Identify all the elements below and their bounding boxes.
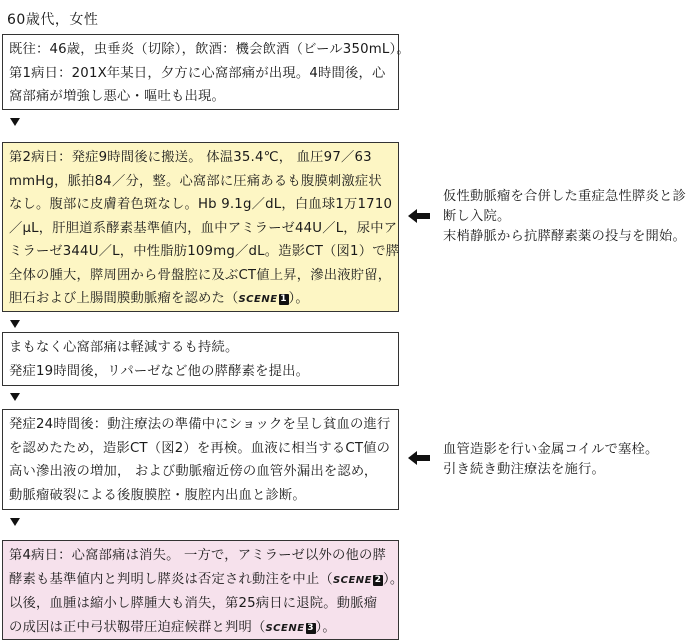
shock-box bbox=[2, 409, 399, 510]
shock-line: 発症24時間後：動注療法の準備中にショックを呈し貧血の進行 bbox=[9, 417, 391, 432]
shock-line: を認めたため，造影CT（図2）を再検。血液に相当するCT値の bbox=[9, 440, 391, 456]
day4-box bbox=[2, 540, 404, 640]
course-line: 発症19時間後，リパーゼなど他の膵酵素を提出。 bbox=[9, 363, 310, 379]
side-note-embolization bbox=[443, 440, 659, 480]
arrow-down-icon bbox=[10, 118, 20, 126]
day4-line: 以後，血腫は縮小し膵腫大も消失，第25病日に退院。動脈瘤 bbox=[9, 596, 378, 611]
day2-box bbox=[2, 142, 399, 312]
day2-line-text: 胆石および上腸間膜動脈瘤を認めた（ bbox=[9, 291, 239, 306]
side-note-line: 仮性動脈瘤を合併した重症急性膵炎と診 bbox=[443, 189, 686, 204]
day4-line-text: の成因は正中弓状靱帯圧迫症候群と判明（ bbox=[9, 619, 266, 635]
day4-line-close: ）。 bbox=[383, 571, 404, 587]
day4-line bbox=[9, 568, 404, 593]
course-line: まもなく心窩部痛は軽減するも持続。 bbox=[9, 340, 239, 355]
side-note-line: 末梢静脈から抗膵酵素薬の投与を開始。 bbox=[443, 229, 686, 244]
patient-header: 60歳代，女性 bbox=[7, 12, 99, 28]
shock-line: 高い滲出液の増加， および動脈瘤近傍の血管外漏出を認め， bbox=[9, 464, 378, 479]
day2-line-last bbox=[9, 287, 392, 312]
day4-line-close: ）。 bbox=[315, 619, 336, 635]
arrow-left-icon bbox=[408, 209, 430, 223]
arrow-down-icon bbox=[10, 393, 20, 401]
arrow-down-icon bbox=[10, 320, 20, 328]
scene-number-badge: 3 bbox=[307, 622, 314, 633]
day2-line: ／μL，肝胆道系酵素基準値内，血中アミラーゼ44U／L，尿中ア bbox=[9, 220, 398, 236]
side-note-line: 断し入院。 bbox=[443, 209, 511, 224]
side-note-line: 引き続き動注療法を施行。 bbox=[443, 462, 605, 477]
day2-line: 第2病日：発症9時間後に搬送。 体温35.4℃， 血圧97／63 bbox=[9, 150, 372, 165]
day2-line: mmHg，脈拍84／分，整。心窩部に圧痛あるも腹膜刺激症状 bbox=[9, 173, 382, 189]
scene-number-badge: 1 bbox=[280, 294, 287, 304]
history-line: 窩部痛が増強し悪心・嘔吐も出現。 bbox=[9, 89, 225, 104]
day2-line: なし。腹部に皮膚着色斑なし。Hb 9.1g／dL，白血球1万1710 bbox=[9, 197, 393, 212]
scene-label: SCENE bbox=[332, 574, 373, 586]
scene-number-badge: 2 bbox=[374, 574, 382, 585]
arrow-left-icon bbox=[408, 451, 430, 465]
day2-line: 全体の腫大，膵周囲から骨盤腔に及ぶCT値上昇，滲出液貯留， bbox=[9, 267, 392, 283]
scene-label: SCENE bbox=[238, 294, 278, 305]
day2-line-close: ）。 bbox=[288, 291, 309, 306]
side-note-line: 血管造影を行い金属コイルで塞栓。 bbox=[443, 442, 659, 457]
side-note-admission bbox=[443, 187, 686, 247]
history-box bbox=[2, 34, 410, 110]
day4-line: 第4病日：心窩部痛は消失。 一方で，アミラーゼ以外の他の膵 bbox=[9, 548, 386, 563]
history-line: 第1病日：201X年某日，夕方に心窩部痛が出現。4時間後，心 bbox=[9, 65, 386, 81]
day4-line bbox=[9, 616, 392, 641]
history-line: 既往：46歳，虫垂炎（切除），飲酒：機会飲酒（ビール350mL）。 bbox=[9, 42, 410, 57]
day2-line: ミラーゼ344U／L，中性脂肪109mg／dL。造影CT（図1）で膵 bbox=[9, 244, 400, 259]
day4-line-text: 酵素も基準値内と判明し膵炎は否定され動注を中止（ bbox=[9, 571, 333, 587]
persisting-pain-box bbox=[2, 332, 399, 386]
scene-label: SCENE bbox=[265, 622, 305, 634]
arrow-down-icon bbox=[10, 518, 20, 526]
shock-line: 動脈瘤破裂による後腹膜腔・腹腔内出血と診断。 bbox=[9, 487, 306, 503]
